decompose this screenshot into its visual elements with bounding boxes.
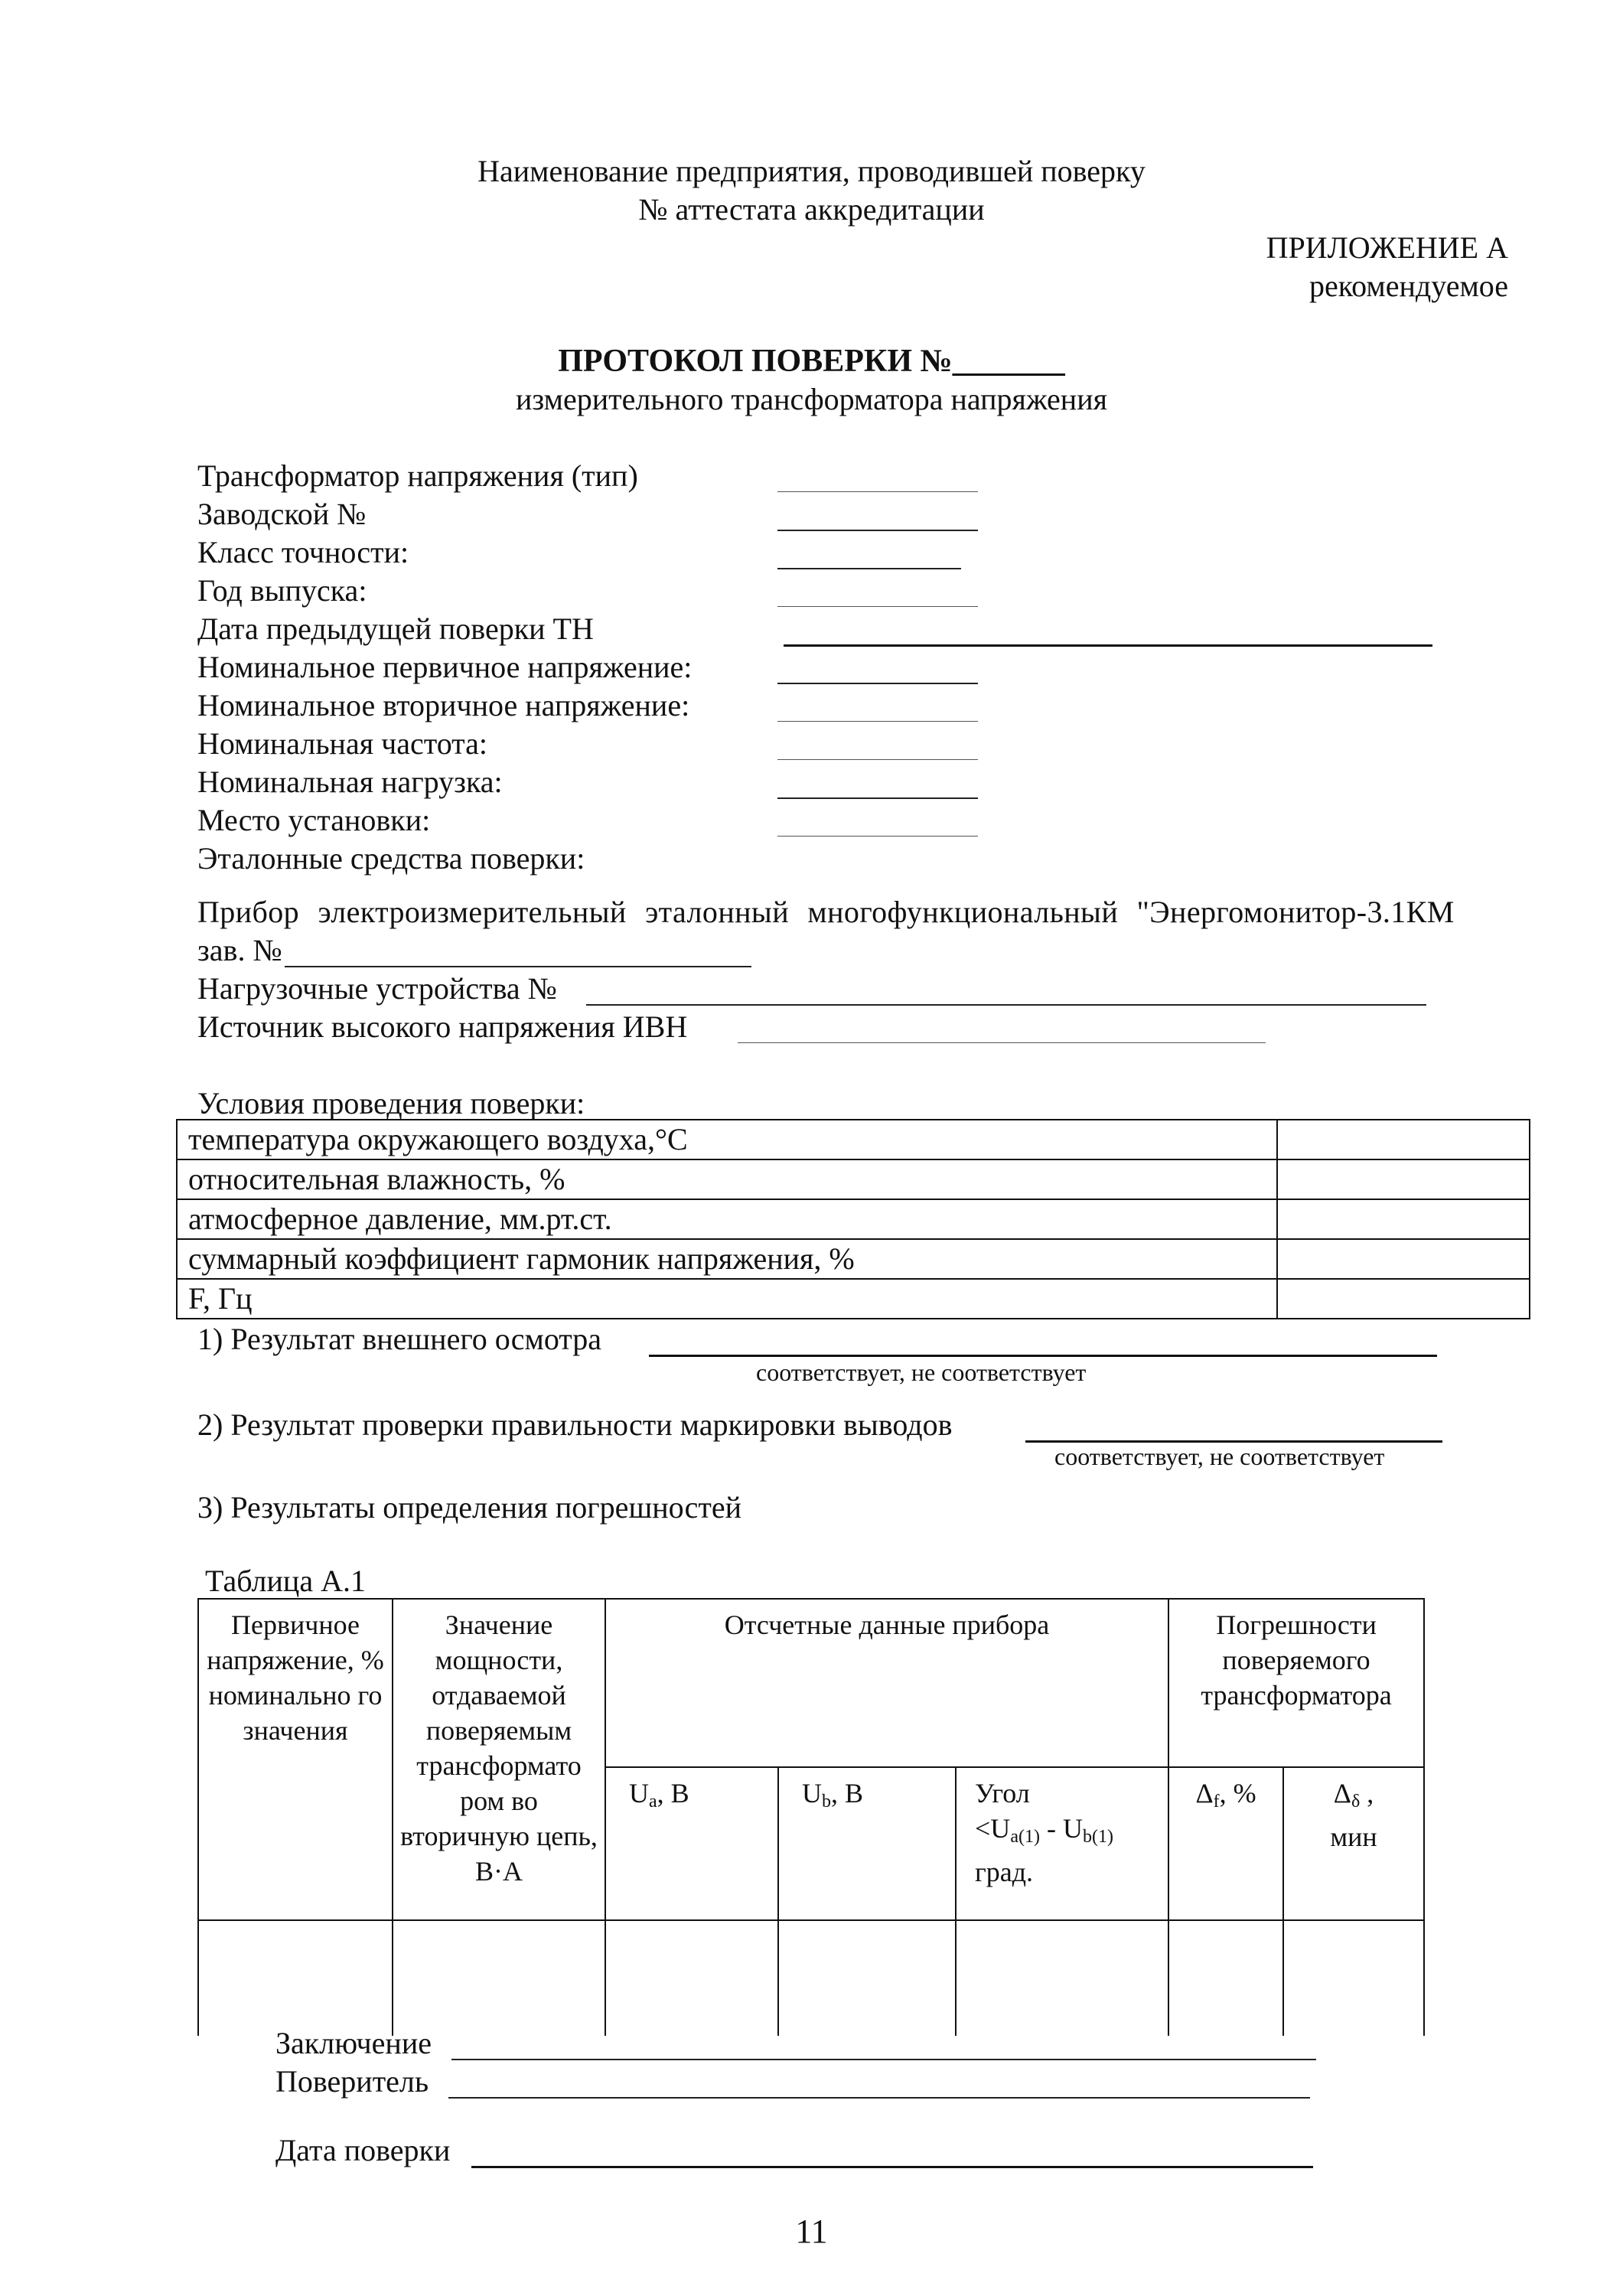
header-ua [605, 1767, 778, 1920]
table-row [198, 1920, 1424, 2036]
conditions-row [177, 1199, 1530, 1239]
cell-delta-f[interactable] [1168, 1920, 1283, 2036]
load-devices-line[interactable] [586, 1004, 1426, 1006]
appendix-note: рекомендуемое [1309, 269, 1508, 303]
result-marking-label: 2) Результат проверки правильности маркировки выводов [197, 1407, 953, 1442]
field-location-line[interactable] [777, 836, 978, 837]
load-devices-label: Нагрузочные устройства № [197, 971, 557, 1006]
conditions-label-pressure: атмосферное давление, мм.рт.ст. [177, 1199, 1277, 1239]
ub-symbol: U [802, 1778, 822, 1808]
header-angle [956, 1767, 1168, 1920]
delta-f-subscript: f [1213, 1792, 1220, 1812]
field-accuracy-class: Класс точности: [197, 535, 409, 569]
field-accuracy-class-line[interactable] [777, 568, 961, 569]
accreditation-line: № аттестата аккредитации [638, 192, 985, 227]
header-ub [778, 1767, 956, 1920]
conditions-title: Условия проведения поверки: [197, 1086, 585, 1120]
result-inspection-label: 1) Результат внешнего осмотра [197, 1322, 602, 1356]
protocol-subtitle: измерительного трансформатора напряжения [515, 382, 1108, 416]
delta-d-unit: , [1360, 1778, 1374, 1808]
field-year-line[interactable] [777, 606, 978, 607]
conditions-value-pressure[interactable] [1277, 1199, 1530, 1239]
field-secondary-voltage-line[interactable] [777, 721, 978, 722]
angle-unit: град. [975, 1857, 1034, 1887]
angle-u2-subscript: b(1) [1082, 1827, 1113, 1847]
verifier-label: Поверитель [275, 2064, 429, 2099]
field-year: Год выпуска: [197, 573, 367, 608]
field-load: Номинальная нагрузка: [197, 765, 503, 799]
reference-device-text: Прибор электроизмерительный эталонный многофункциональный "Энергомонитор-3.1КМ [197, 895, 1455, 929]
field-frequency-line[interactable] [777, 759, 978, 760]
delta-d-unit-line: мин [1330, 1821, 1377, 1852]
angle-label: Угол [975, 1778, 1030, 1808]
conditions-label-frequency: F, Гц [177, 1279, 1277, 1319]
header-delta-f [1168, 1767, 1283, 1920]
delta-f-symbol: Δ [1195, 1778, 1214, 1808]
conditions-row [177, 1279, 1530, 1319]
field-previous-check-date-line[interactable] [784, 644, 1432, 647]
conditions-value-humidity[interactable] [1277, 1159, 1530, 1199]
field-transformer-type: Трансформатор напряжения (тип) [197, 458, 638, 493]
table-caption: Таблица А.1 [205, 1564, 366, 1598]
field-previous-check-date: Дата предыдущей поверки ТН [197, 612, 594, 646]
delta-d-symbol: Δ [1333, 1778, 1351, 1808]
page-number: 11 [795, 2213, 828, 2250]
field-location: Место установки: [197, 803, 431, 837]
result-marking-note: соответствует, не соответствует [1054, 1443, 1385, 1470]
field-primary-voltage: Номинальное первичное напряжение: [197, 650, 693, 684]
field-secondary-voltage: Номинальное вторичное напряжение: [197, 688, 690, 722]
angle-u2: - U [1039, 1813, 1083, 1844]
result-inspection-line[interactable] [649, 1355, 1437, 1357]
header-instrument-readings: Отсчетные данные прибора [605, 1599, 1168, 1767]
field-frequency: Номинальная частота: [197, 726, 488, 761]
ua-symbol: U [629, 1778, 649, 1808]
conclusion-label: Заключение [275, 2026, 432, 2060]
conditions-row [177, 1159, 1530, 1199]
angle-formula [975, 1811, 1163, 1854]
conditions-label-humidity: относительная влажность, % [177, 1159, 1277, 1199]
verifier-line[interactable] [448, 2097, 1310, 2099]
organization-line: Наименование предприятия, проводившей поверку [477, 154, 1146, 188]
result-errors-label: 3) Результаты определения погрешностей [197, 1490, 742, 1525]
hv-source-line[interactable] [738, 1042, 1266, 1043]
ub-subscript: b [822, 1792, 831, 1812]
cell-ua[interactable] [605, 1920, 778, 2036]
cell-delta-delta[interactable] [1283, 1920, 1424, 2036]
cell-ub[interactable] [778, 1920, 956, 2036]
protocol-title: ПРОТОКОЛ ПОВЕРКИ №_______ [558, 344, 1065, 379]
conditions-row [177, 1239, 1530, 1279]
conclusion-line[interactable] [451, 2059, 1316, 2060]
conditions-value-harmonics[interactable] [1277, 1239, 1530, 1279]
cell-power-value[interactable] [393, 1920, 605, 2036]
header-delta-delta [1283, 1767, 1424, 1920]
device-serial-line[interactable] [285, 966, 751, 967]
angle-u1-subscript: a(1) [1010, 1827, 1040, 1847]
field-reference-means: Эталонные средства поверки: [197, 841, 585, 876]
field-transformer-type-line[interactable] [777, 491, 978, 492]
reference-device-line [197, 894, 1514, 931]
conditions-value-temperature[interactable] [1277, 1120, 1530, 1159]
results-table [197, 1598, 1425, 2036]
appendix-title: ПРИЛОЖЕНИЕ А [1266, 230, 1508, 265]
field-serial-number: Заводской № [197, 497, 367, 531]
ua-unit: , В [657, 1778, 689, 1808]
ub-unit: , В [831, 1778, 864, 1808]
device-serial-label: зав. № [197, 933, 282, 967]
conditions-row [177, 1120, 1530, 1159]
field-serial-number-line[interactable] [777, 530, 978, 531]
conditions-label-harmonics: суммарный коэффициент гармоник напряжения, % [177, 1239, 1277, 1279]
conditions-table [176, 1119, 1530, 1319]
delta-d-subscript: δ [1351, 1792, 1361, 1812]
header-transformer-errors: Погрешности поверяемого трансформатора [1168, 1599, 1424, 1767]
hv-source-label: Источник высокого напряжения ИВН [197, 1009, 688, 1044]
result-inspection-note: соответствует, не соответствует [756, 1358, 1087, 1386]
angle-u1: <U [975, 1813, 1011, 1844]
header-primary-voltage: Первичное напряжение, % номинально го значения [198, 1599, 393, 1920]
ua-subscript: a [649, 1792, 657, 1812]
cell-primary-voltage[interactable] [198, 1920, 393, 2036]
header-power-value: Значение мощности, отдаваемой поверяемым трансформато ром во вторичную цепь, В·А [393, 1599, 605, 1920]
check-date-label: Дата поверки [275, 2133, 451, 2167]
field-load-line[interactable] [777, 797, 978, 799]
conditions-label-temperature: температура окружающего воздуха,°С [177, 1120, 1277, 1159]
delta-f-unit: , % [1219, 1778, 1256, 1808]
check-date-line[interactable] [471, 2166, 1313, 2168]
cell-angle[interactable] [956, 1920, 1168, 2036]
field-primary-voltage-line[interactable] [777, 683, 978, 684]
conditions-value-frequency[interactable] [1277, 1279, 1530, 1319]
